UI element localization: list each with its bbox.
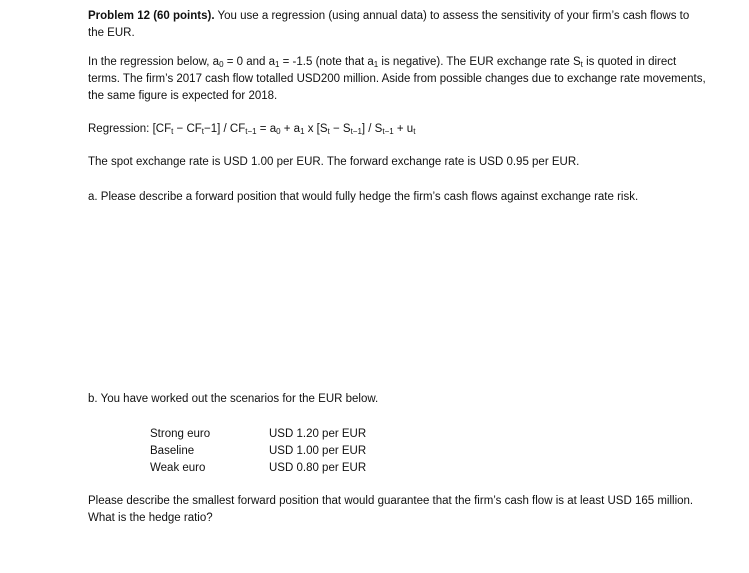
subscript: t−1 <box>350 127 362 136</box>
question-a: a. Please describe a forward position that would fully hedge the firm’s cash flows against exchange rate risk. <box>88 191 639 203</box>
question-b-followup: Please describe the smallest forward position that would guarantee that the firm’s cash flow is at least USD 165 million. What is the hedge ratio? <box>88 495 694 524</box>
table-row <box>150 460 366 477</box>
setup-text: is quoted in direct terms. The firm’s 2017 cash flow totalled USD200 million. Aside from possible changes due to exchange rate movements, the same figure is expected for 2018. <box>88 56 706 102</box>
scenario-value: USD 1.00 per EUR <box>269 445 367 457</box>
problem-intro <box>88 8 708 42</box>
subscript: t <box>327 127 330 136</box>
question-b: b. You have worked out the scenarios for the EUR below. <box>88 393 379 405</box>
table-row <box>150 426 366 443</box>
regression-setup-paragraph <box>88 54 708 105</box>
equation-part: −1] / CF <box>204 123 246 135</box>
equation-part: [CF <box>149 123 172 135</box>
scenario-name: Weak euro <box>150 462 206 474</box>
subscript: t <box>171 127 174 136</box>
subscript: 0 <box>276 127 281 136</box>
setup-text: is negative). The EUR exchange rate S <box>378 56 581 68</box>
equation-part: − CF <box>173 123 202 135</box>
problem-heading: Problem 12 (60 points). <box>88 10 215 22</box>
subscript: 1 <box>275 60 280 69</box>
subscript: t <box>201 127 205 136</box>
setup-text: In the regression below, a <box>88 56 220 68</box>
equation-part: = a <box>256 123 277 135</box>
equation-part: − S <box>329 123 351 135</box>
scenario-value: USD 1.20 per EUR <box>269 428 367 440</box>
setup-text: = -1.5 (note that a <box>279 56 374 68</box>
problem-intro-text: You use a regression (using annual data) to assess the sensitivity of your firm’s cash flows to the EUR. <box>88 10 690 39</box>
scenario-name: Strong euro <box>150 428 211 440</box>
regression-label: Regression: <box>88 123 150 135</box>
scenario-name: Baseline <box>150 445 195 457</box>
setup-text: = 0 and a <box>223 56 275 68</box>
scenario-value: USD 0.80 per EUR <box>269 462 367 474</box>
subscript: 1 <box>300 127 305 136</box>
subscript: 1 <box>373 60 379 69</box>
equation-part: ] / S <box>361 123 383 135</box>
subscript: t <box>413 127 416 136</box>
subscript: 0 <box>219 60 224 69</box>
exchange-rates-paragraph: The spot exchange rate is USD 1.00 per EUR. The forward exchange rate is USD 0.95 per EUR. <box>88 156 580 168</box>
regression-equation <box>88 121 708 138</box>
subscript: t−1 <box>245 127 257 136</box>
subscript: t−1 <box>382 127 394 136</box>
equation-part: + a <box>280 123 301 135</box>
subscript: t <box>580 60 583 69</box>
equation-part: x [S <box>304 123 328 135</box>
equation-part: + u <box>393 123 414 135</box>
scenario-table <box>150 426 366 477</box>
table-row <box>150 443 366 460</box>
